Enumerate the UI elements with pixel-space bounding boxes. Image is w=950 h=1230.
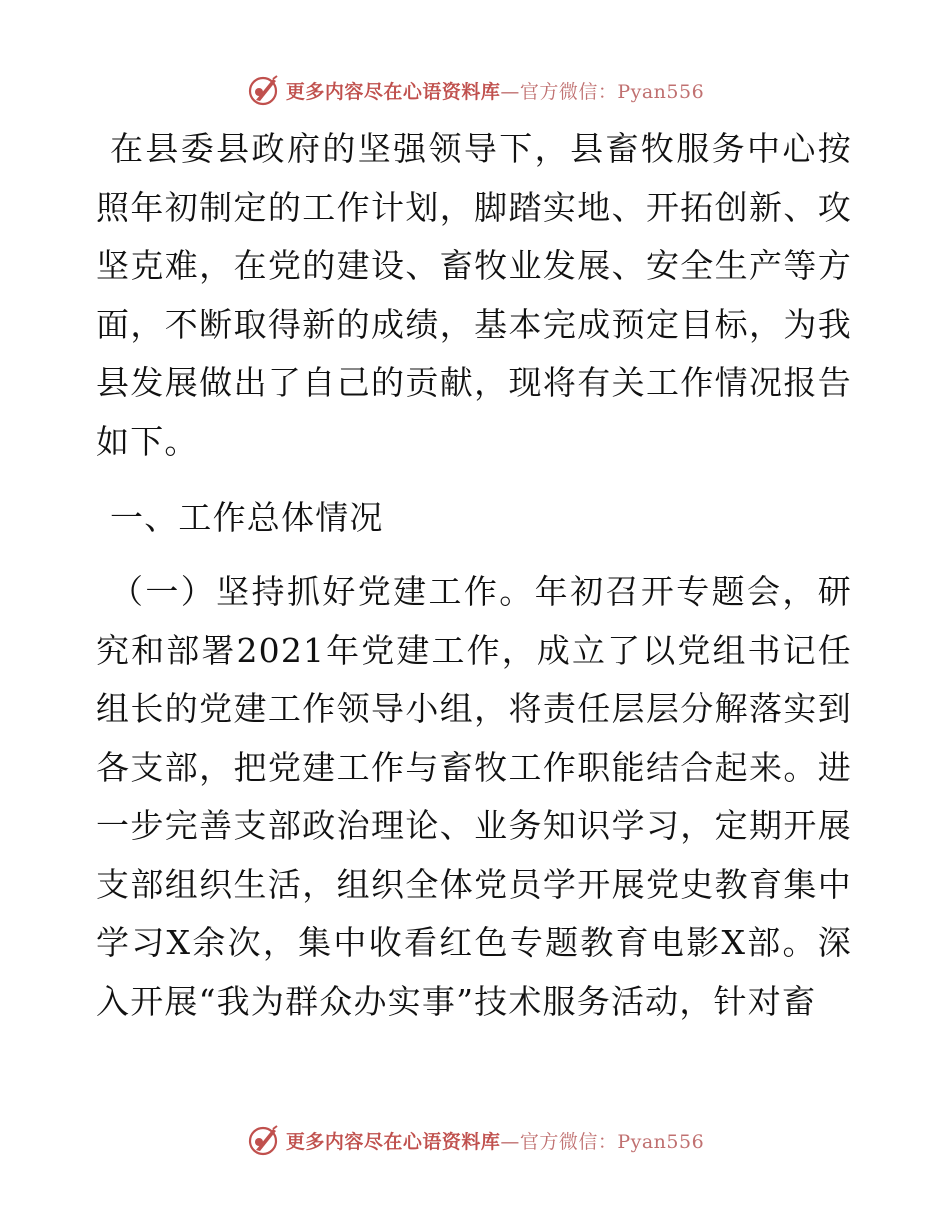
section-paragraph: （一）坚持抓好党建工作。年初召开专题会，研究和部署2021年党建工作，成立了以党组书记任组长的党建工作领导小组，将责任层层分解落实到各支部，把党建工作与畜牧工作职能结合起来。进一步完善支部政治理论、业务知识学习，定期开展支部组织生活，组织全体党员学开展党史教育集中学习X余次，集中收看红色专题教育电影X部。深入开展“我为群众办实事”技术服务活动，针对畜	[96, 572, 852, 1021]
quill-logo-icon	[246, 73, 280, 107]
intro-paragraph: 在县委县政府的坚强领导下，县畜牧服务中心按照年初制定的工作计划，脚踏实地、开拓创新、攻坚克难，在党的建设、畜牧业发展、安全生产等方面，不断取得新的成绩，基本完成预定目标，为我县发展做出了自己的贡献，现将有关工作情况报告如下。	[96, 129, 852, 461]
watermark-separator: —	[500, 80, 520, 103]
watermark-wechat: 官方微信：Pyan556	[519, 1130, 705, 1153]
header-watermark	[0, 72, 950, 108]
footer-watermark	[0, 1122, 950, 1158]
watermark-brand: 更多内容尽在心语资料库	[285, 80, 501, 103]
document-body	[96, 120, 852, 1031]
watermark-brand: 更多内容尽在心语资料库	[285, 1130, 501, 1153]
watermark-separator: —	[500, 1130, 520, 1153]
quill-logo-icon	[246, 1123, 280, 1157]
section-heading: 一、工作总体情况	[110, 498, 384, 537]
watermark-text	[286, 1127, 704, 1154]
watermark-text	[286, 77, 704, 104]
watermark-wechat: 官方微信：Pyan556	[519, 80, 705, 103]
